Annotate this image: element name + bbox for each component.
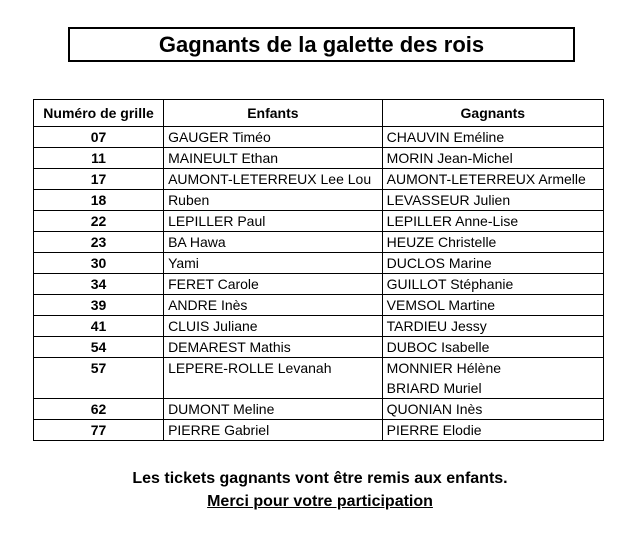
winner-name: VEMSOL Martine bbox=[386, 297, 496, 313]
winner-name: LEVASSEUR Julien bbox=[386, 192, 511, 208]
grid-number-cell: 34 bbox=[34, 274, 164, 295]
grid-number-cell: 07 bbox=[34, 127, 164, 148]
table-row bbox=[34, 232, 604, 253]
child-name-cell: AUMONT-LETERREUX Lee Lou bbox=[164, 169, 383, 190]
winner-name: DUBOC Isabelle bbox=[386, 339, 490, 355]
grid-number-cell: 18 bbox=[34, 190, 164, 211]
winner-name-cell bbox=[382, 232, 603, 253]
table-header-row bbox=[34, 100, 604, 127]
grid-number-cell: 17 bbox=[34, 169, 164, 190]
column-header-winners: Gagnants bbox=[382, 100, 603, 127]
winner-name-cell bbox=[382, 420, 603, 441]
winner-name: GUILLOT Stéphanie bbox=[386, 276, 514, 292]
winner-name: LEPILLER Anne-Lise bbox=[386, 213, 519, 229]
grid-number-cell: 39 bbox=[34, 295, 164, 316]
winner-name: DUCLOS Marine bbox=[386, 255, 492, 271]
winner-name: AUMONT-LETERREUX Armelle bbox=[386, 171, 586, 187]
grid-number-cell: 11 bbox=[34, 148, 164, 169]
grid-number-cell: 54 bbox=[34, 337, 164, 358]
child-name-cell: LEPILLER Paul bbox=[164, 211, 383, 232]
winner-name-cell bbox=[382, 211, 603, 232]
grid-number-cell: 41 bbox=[34, 316, 164, 337]
table-row bbox=[34, 420, 604, 441]
grid-number-cell: 23 bbox=[34, 232, 164, 253]
child-name-cell: Ruben bbox=[164, 190, 383, 211]
grid-number-cell: 62 bbox=[34, 399, 164, 420]
winners-table bbox=[33, 99, 604, 441]
winner-name-cell bbox=[382, 337, 603, 358]
winner-name: MORIN Jean-Michel bbox=[386, 150, 513, 166]
table-row bbox=[34, 295, 604, 316]
winner-name: PIERRE Elodie bbox=[386, 422, 482, 438]
table-row bbox=[34, 127, 604, 148]
winner-name-cell bbox=[382, 358, 603, 399]
winner-name-cell bbox=[382, 253, 603, 274]
column-header-grid-number: Numéro de grille bbox=[34, 100, 164, 127]
child-name-cell: FERET Carole bbox=[164, 274, 383, 295]
table-row bbox=[34, 358, 604, 399]
child-name-cell: DEMAREST Mathis bbox=[164, 337, 383, 358]
table-row bbox=[34, 337, 604, 358]
child-name-cell: LEPERE-ROLLE Levanah bbox=[164, 358, 383, 399]
table-row bbox=[34, 169, 604, 190]
table-row bbox=[34, 399, 604, 420]
child-name-cell: Yami bbox=[164, 253, 383, 274]
table-row bbox=[34, 253, 604, 274]
tickets-notice: Les tickets gagnants vont être remis aux enfants. bbox=[132, 470, 508, 487]
thank-you-message: Merci pour votre participation bbox=[207, 493, 433, 510]
winner-name-cell bbox=[382, 190, 603, 211]
table-row bbox=[34, 211, 604, 232]
winner-name-cell bbox=[382, 169, 603, 190]
child-name-cell: PIERRE Gabriel bbox=[164, 420, 383, 441]
winner-name: BRIARD Muriel bbox=[386, 380, 482, 396]
grid-number-cell: 22 bbox=[34, 211, 164, 232]
winner-name: QUONIAN Inès bbox=[386, 401, 483, 417]
winner-name-cell bbox=[382, 316, 603, 337]
child-name-cell: CLUIS Juliane bbox=[164, 316, 383, 337]
winner-name: TARDIEU Jessy bbox=[386, 318, 487, 334]
grid-number-cell: 77 bbox=[34, 420, 164, 441]
table-row bbox=[34, 274, 604, 295]
child-name-cell: GAUGER Timéo bbox=[164, 127, 383, 148]
column-header-children: Enfants bbox=[164, 100, 383, 127]
grid-number-cell: 57 bbox=[34, 358, 164, 399]
winner-name-cell bbox=[382, 274, 603, 295]
winner-name-cell bbox=[382, 295, 603, 316]
table-body bbox=[34, 127, 604, 441]
child-name-cell: MAINEULT Ethan bbox=[164, 148, 383, 169]
winner-name-cell bbox=[382, 148, 603, 169]
table-row bbox=[34, 316, 604, 337]
winner-name: CHAUVIN Eméline bbox=[386, 129, 505, 145]
winner-name-cell bbox=[382, 399, 603, 420]
table-row bbox=[34, 148, 604, 169]
grid-number-cell: 30 bbox=[34, 253, 164, 274]
page-title: Gagnants de la galette des rois bbox=[68, 27, 575, 62]
child-name-cell: BA Hawa bbox=[164, 232, 383, 253]
winner-name: MONNIER Hélène bbox=[386, 360, 502, 376]
table-row bbox=[34, 190, 604, 211]
winner-name-cell bbox=[382, 127, 603, 148]
child-name-cell: ANDRE Inès bbox=[164, 295, 383, 316]
child-name-cell: DUMONT Meline bbox=[164, 399, 383, 420]
winner-name: HEUZE Christelle bbox=[386, 234, 497, 250]
